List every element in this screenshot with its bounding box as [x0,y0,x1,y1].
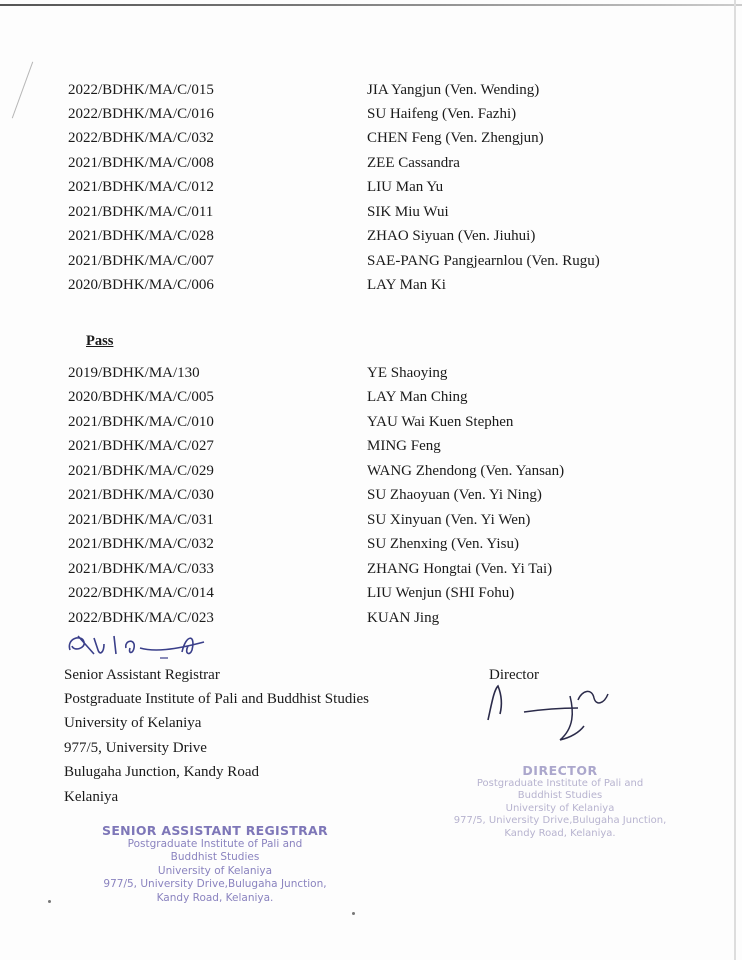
student-name: MING Feng [367,438,441,454]
scan-border-line [0,4,742,6]
student-name: KUAN Jing [367,610,440,626]
student-name: SU Zhaoyuan (Ven. Yi Ning) [367,487,542,503]
student-name: SU Haifeng (Ven. Fazhi) [367,106,517,122]
student-id: 2021/BDHK/MA/C/010 [68,414,214,430]
list-item [0,176,742,198]
student-name: LAY Man Ching [367,389,468,405]
student-id: 2022/BDHK/MA/C/014 [68,585,214,601]
student-name: WANG Zhendong (Ven. Yansan) [367,463,565,479]
director-stamp [440,765,680,840]
list-item [0,79,742,101]
list-item [0,509,742,531]
director-signature [478,682,628,746]
address-city: Kelaniya [64,789,119,805]
student-id: 2022/BDHK/MA/C/015 [68,82,214,98]
list-item [0,435,742,457]
university-name: University of Kelaniya [64,715,202,731]
director-label: Director [489,667,539,683]
stamp-title: SENIOR ASSISTANT REGISTRAR [102,823,328,838]
student-name: LIU Wenjun (SHI Fohu) [367,585,515,601]
stamp-line: Postgraduate Institute of Pali and [476,777,644,789]
institute-name: Postgraduate Institute of Pali and Buddhist Studies [64,691,369,707]
registrar-signature [64,628,224,664]
student-name: LAY Man Ki [367,277,446,293]
stamp-line: University of Kelaniya [505,802,615,814]
student-name: LIU Man Yu [367,179,444,195]
student-id: 2021/BDHK/MA/C/011 [68,204,214,220]
list-item [0,152,742,174]
pass-heading: Pass [86,333,114,349]
scan-speck [48,900,51,903]
student-id: 2021/BDHK/MA/C/029 [68,463,214,479]
list-item [0,225,742,247]
list-item [0,362,742,384]
list-item [0,127,742,149]
stamp-line: Kandy Road, Kelaniya. [156,891,274,904]
student-id: 2021/BDHK/MA/C/012 [68,179,214,195]
list-item [0,274,742,296]
list-item [0,411,742,433]
stamp-line: 977/5, University Drive,Bulugaha Junction, [103,878,327,890]
student-id: 2021/BDHK/MA/C/032 [68,536,214,552]
student-name: SU Zhenxing (Ven. Yisu) [367,536,519,552]
student-name: ZHAO Siyuan (Ven. Jiuhui) [367,228,536,244]
student-name: SIK Miu Wui [367,204,449,220]
student-id: 2022/BDHK/MA/C/023 [68,610,214,626]
student-name: SAE-PANG Pangjearnlou (Ven. Rugu) [367,253,600,269]
list-item [0,582,742,604]
student-id: 2019/BDHK/MA/130 [68,365,200,381]
stamp-title: DIRECTOR [522,763,598,778]
list-item [0,103,742,125]
scan-speck [352,912,355,915]
stamp-line: Buddhist Studies [517,790,603,801]
stamp-line: Kandy Road, Kelaniya. [504,827,616,839]
list-item [0,460,742,482]
student-name: YAU Wai Kuen Stephen [367,414,514,430]
stamp-line: Postgraduate Institute of Pali and [127,837,303,850]
student-id: 2021/BDHK/MA/C/033 [68,561,214,577]
list-item [0,201,742,223]
list-item [0,607,742,629]
student-id: 2021/BDHK/MA/C/031 [68,512,214,528]
student-name: YE Shaoying [367,365,448,381]
registrar-title: Senior Assistant Registrar [64,667,220,683]
stamp-line: University of Kelaniya [157,864,273,877]
student-id: 2021/BDHK/MA/C/030 [68,487,214,503]
address-line: Bulugaha Junction, Kandy Road [64,764,259,780]
list-item [0,250,742,272]
student-id: 2021/BDHK/MA/C/028 [68,228,214,244]
student-name: CHEN Feng (Ven. Zhengjun) [367,130,544,146]
student-id: 2022/BDHK/MA/C/032 [68,130,214,146]
student-id: 2021/BDHK/MA/C/007 [68,253,214,269]
student-name: SU Xinyuan (Ven. Yi Wen) [367,512,531,528]
student-name: ZHANG Hongtai (Ven. Yi Tai) [367,561,553,577]
list-item [0,484,742,506]
list-item [0,386,742,408]
stamp-line: 977/5, University Drive,Bulugaha Junction, [453,815,667,826]
registrar-stamp [90,824,340,905]
student-id: 2021/BDHK/MA/C/008 [68,155,214,171]
student-id: 2020/BDHK/MA/C/005 [68,389,214,405]
student-id: 2021/BDHK/MA/C/027 [68,438,214,454]
list-item [0,533,742,555]
student-id: 2020/BDHK/MA/C/006 [68,277,214,293]
stamp-line: Buddhist Studies [170,851,260,863]
student-id: 2022/BDHK/MA/C/016 [68,106,214,122]
student-name: ZEE Cassandra [367,155,460,171]
student-name: JIA Yangjun (Ven. Wending) [367,82,540,98]
address-line: 977/5, University Drive [64,740,207,756]
list-item [0,558,742,580]
